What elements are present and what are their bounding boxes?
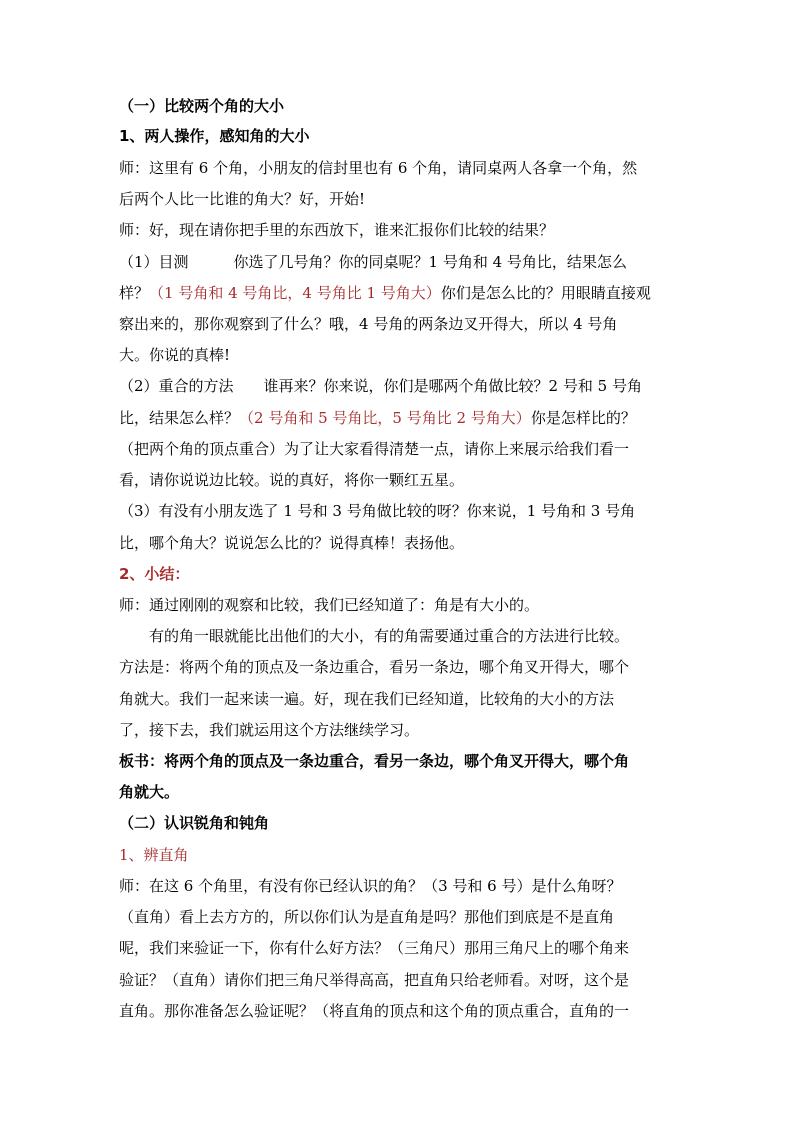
text-run: 方法是：将两个角的顶点及一条边重合，看另一条边，哪个角叉开得大，哪个 bbox=[119, 658, 630, 676]
text-run: 师：好，现在请你把手里的东西放下，谁来汇报你们比较的结果？ bbox=[119, 221, 555, 239]
text-run: 了，接下去，我们就运用这个方法继续学习。 bbox=[119, 721, 420, 739]
text-line bbox=[119, 252, 627, 272]
text-line bbox=[119, 283, 651, 303]
text-run: 直角。那你准备怎么验证呢？（将直角的顶点和这个角的顶点重合，直角的一 bbox=[119, 1002, 630, 1020]
text-run: 验证？（直角）请你们把三角尺举得高高，把直角只给老师看。对呀，这个是 bbox=[119, 971, 630, 989]
text-line bbox=[119, 501, 635, 521]
text-run: 后两个人比一比谁的角大？好，开始! bbox=[119, 190, 366, 208]
text-run: 大。你说的真棒! bbox=[119, 346, 231, 364]
text-line bbox=[119, 314, 617, 334]
text-line bbox=[119, 970, 629, 990]
text-run: 师：这里有 6 个角，小朋友的信封里也有 6 个角，请同桌两人各拿一个角，然 bbox=[119, 159, 638, 177]
text-run: 角就大。我们一起来读一遍。好，现在我们已经知道，比较角的大小的方法 bbox=[119, 690, 615, 708]
text-line bbox=[119, 470, 464, 490]
text-run: 1、两人操作，感知角的大小 bbox=[119, 127, 310, 145]
text-run: （2）重合的方法 谁再来？你来说，你们是哪两个角做比较？2 号和 5 号角 bbox=[119, 377, 642, 395]
text-line bbox=[119, 720, 419, 740]
text-line bbox=[119, 782, 179, 802]
text-line bbox=[119, 126, 309, 146]
text-run: 样？ bbox=[119, 284, 150, 302]
text-run: （直角）看上去方方的，所以你们认为是直角是吗？那他们到底是不是直角 bbox=[119, 908, 615, 926]
text-line bbox=[119, 408, 636, 428]
text-line bbox=[119, 158, 637, 178]
text-line bbox=[119, 938, 629, 958]
text-line bbox=[119, 96, 284, 116]
text-line bbox=[119, 626, 629, 646]
text-line bbox=[119, 189, 365, 209]
text-line bbox=[119, 376, 642, 396]
text-run: （二）认识锐角和钝角 bbox=[119, 814, 270, 832]
text-run: （3）有没有小朋友选了 1 号和 3 号角做比较的呀？你来说，1 号角和 3 号角 bbox=[119, 502, 636, 520]
text-run: 2、小结： bbox=[119, 565, 190, 583]
text-run: 师：通过刚刚的观察和比较，我们已经知道了：角是有大小的。 bbox=[119, 596, 540, 614]
text-run: 角就大。 bbox=[119, 783, 180, 801]
text-line bbox=[119, 220, 554, 240]
text-run: （1）目测 你选了几号角？你的同桌呢？1 号角和 4 号角比，结果怎么 bbox=[119, 253, 627, 271]
text-line bbox=[119, 845, 189, 865]
text-line bbox=[119, 1001, 629, 1021]
text-line bbox=[119, 564, 189, 584]
text-line bbox=[119, 907, 614, 927]
text-run: 板书：将两个角的顶点及一条边重合，看另一条边，哪个角叉开得大，哪个角 bbox=[119, 752, 630, 770]
text-run: 比，结果怎么样？ bbox=[119, 409, 240, 427]
text-line bbox=[119, 751, 629, 771]
text-line bbox=[119, 689, 614, 709]
text-run: （把两个角的顶点重合）为了让大家看得清楚一点，请你上来展示给我们看一 bbox=[119, 440, 630, 458]
text-run: 呢，我们来验证一下，你有什么好方法？（三角尺）那用三角尺上的哪个角来 bbox=[119, 939, 630, 957]
text-run: 看，请你说说边比较。说的真好，将你一颗红五星。 bbox=[119, 471, 465, 489]
text-run: （一）比较两个角的大小 bbox=[119, 97, 285, 115]
text-run: 你们是怎么比的？用眼睛直接观 bbox=[440, 284, 651, 302]
text-line bbox=[119, 657, 629, 677]
text-run: 师：在这 6 个角里，有没有你已经认识的角？（3 号和 6 号）是什么角呀？ bbox=[119, 877, 622, 895]
text-line bbox=[119, 533, 464, 553]
text-line bbox=[119, 876, 621, 896]
text-run: 察出来的，那你观察到了什么？哦，4 号角的两条边叉开得大，所以 4 号角 bbox=[119, 315, 618, 333]
text-run: （2 号角和 5 号角比，5 号角比 2 号角大） bbox=[239, 409, 531, 427]
text-run: 1、辨直角 bbox=[119, 846, 189, 864]
text-line bbox=[119, 813, 269, 833]
text-line bbox=[119, 439, 629, 459]
text-run: 比，哪个角大？说说怎么比的？说得真棒！表扬他。 bbox=[119, 534, 465, 552]
text-line bbox=[119, 345, 230, 365]
text-run: 你是怎样比的？ bbox=[530, 409, 636, 427]
text-run: 有的角一眼就能比出他们的大小，有的角需要通过重合的方法进行比较。 bbox=[119, 627, 630, 645]
text-line bbox=[119, 595, 539, 615]
text-run: （1 号角和 4 号角比，4 号角比 1 号角大） bbox=[149, 284, 441, 302]
